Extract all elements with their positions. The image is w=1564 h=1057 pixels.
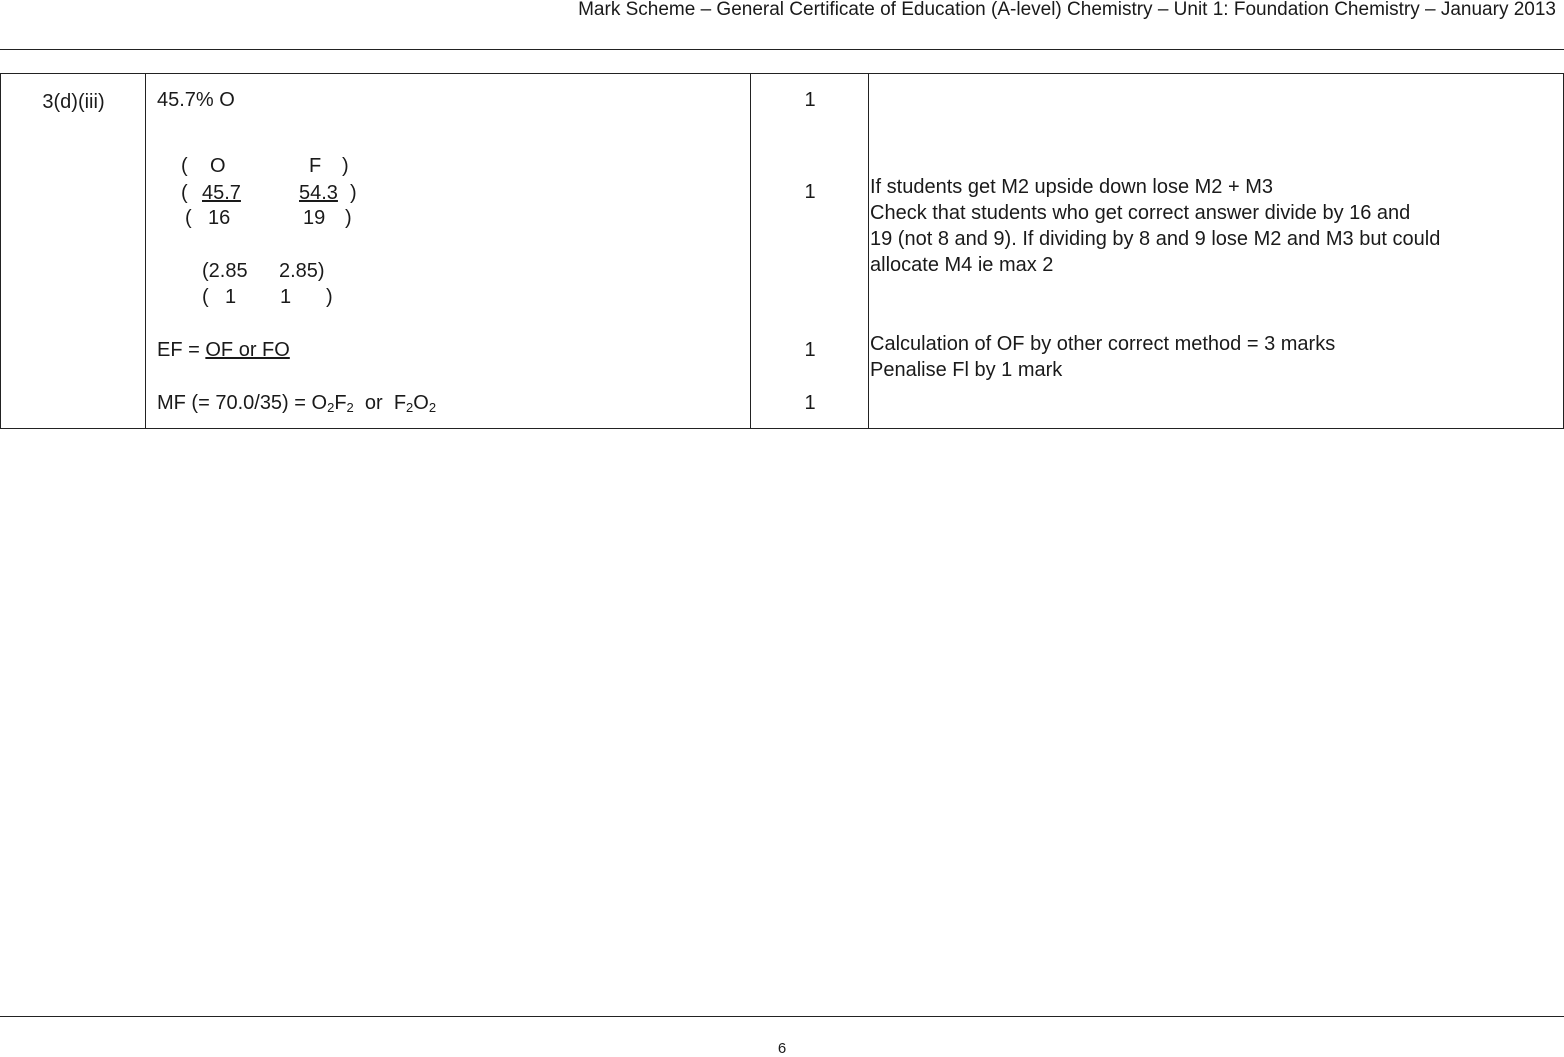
- frac-close-2: ): [350, 182, 357, 204]
- mark-scheme-table: [0, 73, 1564, 429]
- mf-o: O: [311, 392, 328, 414]
- marks-cell: [751, 74, 869, 429]
- frac-o-label: O: [210, 155, 226, 177]
- table-row: [1, 74, 1564, 429]
- frac-o-numerator: 45.7: [202, 182, 241, 204]
- comment-line: Penalise Fl by 1 mark: [870, 359, 1063, 381]
- mark-value: 1: [804, 89, 816, 111]
- frac-f-denominator: 19: [303, 207, 326, 229]
- ratio-o-value: (2.85: [202, 260, 248, 282]
- page-number: 6: [777, 1040, 787, 1057]
- mf-f: F: [334, 392, 347, 414]
- question-number: 3(d)(iii): [42, 91, 105, 113]
- comment-line: 19 (not 8 and 9). If dividing by 8 and 9 lose M2 and M3 but could: [870, 228, 1441, 250]
- ef-value: OF or FO: [205, 339, 290, 361]
- frac-f-label: F: [309, 155, 322, 177]
- comment-line: Calculation of OF by other correct method = 3 marks: [870, 333, 1336, 355]
- mf-f-alt-subscript: 2: [406, 400, 414, 415]
- ratio-o-simple: 1: [225, 286, 237, 308]
- mark-value: 1: [804, 339, 816, 361]
- answer-line-oxygen: 45.7% O: [157, 89, 235, 111]
- page-header: Mark Scheme – General Certificate of Education (A-level) Chemistry – Unit 1: Foundation Chemistry – January 2013: [578, 0, 1556, 20]
- empirical-formula-line: [157, 338, 290, 362]
- mf-or: or: [364, 392, 383, 414]
- mark-value: 1: [804, 181, 816, 203]
- comment-line: If students get M2 upside down lose M2 + M3: [870, 176, 1273, 198]
- ratio-close: ): [326, 286, 333, 308]
- ratio-f-simple: 1: [280, 286, 292, 308]
- footer-rule: [0, 1016, 1564, 1017]
- frac-f-numerator: 54.3: [299, 182, 338, 204]
- answer-cell: [146, 74, 751, 429]
- mf-o-alt-subscript: 2: [428, 400, 437, 415]
- frac-o-denominator: 16: [208, 207, 231, 229]
- mf-f-subscript: 2: [346, 400, 354, 415]
- comment-line: allocate M4 ie max 2: [870, 254, 1054, 276]
- frac-close-3: ): [345, 207, 352, 229]
- mf-prefix: MF (= 70.0/35) =: [157, 392, 312, 414]
- comment-block-m2: [870, 174, 1440, 278]
- frac-open-2: (: [181, 182, 188, 204]
- ef-prefix: EF =: [157, 339, 206, 361]
- mf-o-subscript: 2: [327, 400, 335, 415]
- frac-open-3: (: [185, 207, 192, 229]
- comments-cell: [869, 74, 1564, 429]
- ratio-open: (: [202, 286, 209, 308]
- mf-f-alt: F: [393, 392, 407, 414]
- molecular-formula-line: [157, 391, 436, 420]
- question-cell: [1, 74, 146, 429]
- frac-open-1: (: [181, 155, 188, 177]
- comment-line: Check that students who get correct answer divide by 16 and: [870, 202, 1411, 224]
- comment-block-alternative: [870, 331, 1335, 383]
- frac-close-1: ): [342, 155, 349, 177]
- mf-o-alt: O: [413, 392, 429, 414]
- mark-value: 1: [804, 392, 816, 414]
- ratio-f-value: 2.85): [279, 260, 325, 282]
- header-rule: [0, 49, 1564, 50]
